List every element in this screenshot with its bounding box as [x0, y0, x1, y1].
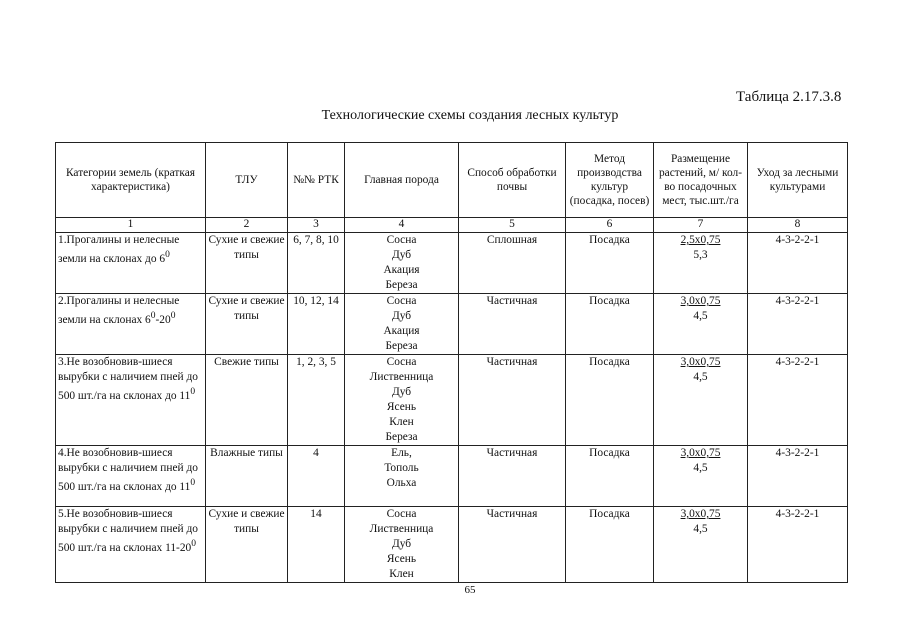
care-text: 4-3-2-2-1 [775, 295, 820, 307]
method-cell [566, 446, 654, 507]
tlu-cell [206, 355, 288, 446]
species-item: Дуб [391, 538, 412, 550]
category-superscript: 0 [150, 311, 156, 321]
tlu-cell [206, 233, 288, 294]
method-text: Посадка [589, 234, 630, 246]
soil-text: Частичная [486, 447, 538, 459]
species-cell [345, 355, 459, 446]
tlu-cell [206, 446, 288, 507]
placement-count: 4,5 [693, 523, 708, 535]
species-item: Лиственница [369, 371, 434, 383]
header-rtk: №№ РТК [288, 143, 345, 218]
tlu-text: Сухие и свежие типы [208, 295, 285, 322]
care-text: 4-3-2-2-1 [775, 447, 820, 459]
header-row [56, 143, 848, 218]
header-tlu: ТЛУ [206, 143, 288, 218]
species-item: Сосна [386, 356, 417, 368]
category-text: 5.Не возобновив-шиеся вырубки с наличием пней до 500 шт./га на склонах 11-20 [58, 508, 198, 554]
page-number: 65 [464, 584, 476, 596]
rtk-cell [288, 233, 345, 294]
rtk-cell [288, 294, 345, 355]
soil-text: Сплошная [486, 234, 538, 246]
category-text: 1.Прогалины и нелесные земли на склонах до 6 [58, 234, 180, 265]
species-cell [345, 446, 459, 507]
species-cell [345, 294, 459, 355]
soil-cell [459, 294, 566, 355]
soil-cell [459, 355, 566, 446]
tlu-text: Сухие и свежие типы [208, 508, 285, 535]
species-item: Клен [389, 568, 414, 580]
soil-cell [459, 446, 566, 507]
placement-count: 5,3 [693, 249, 708, 261]
rtk-cell [288, 446, 345, 507]
category-text: 3.Не возобновив-шиеся вырубки с наличием пней до 500 шт./га на склонах до 11 [58, 356, 198, 402]
method-cell [566, 355, 654, 446]
rtk-text: 10, 12, 14 [293, 295, 339, 307]
header-care: Уход за лесными культурами [748, 143, 848, 218]
placement-spacing: 3,0х0,75 [680, 508, 721, 520]
species-item: Сосна [386, 508, 417, 520]
soil-cell [459, 507, 566, 583]
method-cell [566, 233, 654, 294]
soil-text: Частичная [486, 356, 538, 368]
header-method: Метод производства культур (посадка, посев) [566, 143, 654, 218]
method-text: Посадка [589, 356, 630, 368]
tlu-cell [206, 507, 288, 583]
category-cell [56, 233, 206, 294]
species-item: Ольха [386, 477, 417, 489]
care-text: 4-3-2-2-1 [775, 508, 820, 520]
species-item: Ясень [386, 401, 417, 413]
category-tail: -20 [155, 313, 171, 326]
category-cell [56, 507, 206, 583]
column-number: 2 [206, 218, 288, 233]
category-superscript: 0 [190, 478, 196, 488]
table-row [56, 233, 848, 294]
tlu-text: Свежие типы [214, 356, 279, 368]
placement-count: 4,5 [693, 310, 708, 322]
category-text: 2.Прогалины и нелесные земли на склонах 6 [58, 295, 180, 326]
species-item: Сосна [386, 295, 417, 307]
header-soil: Способ обработки почвы [459, 143, 566, 218]
placement-spacing: 3,0х0,75 [680, 295, 721, 307]
species-item: Акация [383, 264, 420, 276]
tlu-text: Сухие и свежие типы [208, 234, 285, 261]
placement-cell [654, 233, 748, 294]
column-number: 1 [56, 218, 206, 233]
category-superscript: 0 [165, 250, 170, 260]
species-item: Береза [385, 431, 418, 443]
care-text: 4-3-2-2-1 [775, 234, 820, 246]
care-cell [748, 233, 848, 294]
method-text: Посадка [589, 508, 630, 520]
column-number: 4 [345, 218, 459, 233]
table-row [56, 446, 848, 507]
species-item: Береза [385, 340, 418, 352]
category-superscript: 0 [191, 539, 196, 549]
species-item: Акация [383, 325, 420, 337]
rtk-text: 6, 7, 8, 10 [293, 234, 339, 246]
rtk-cell [288, 507, 345, 583]
category-cell [56, 446, 206, 507]
care-cell [748, 355, 848, 446]
table-label: Таблица 2.17.3.8 [736, 89, 842, 105]
species-item: Береза [385, 279, 418, 291]
soil-cell [459, 233, 566, 294]
table-title: Технологические схемы создания лесных культур [321, 108, 619, 123]
column-number-row [56, 218, 848, 233]
method-text: Посадка [589, 447, 630, 459]
tlu-text: Влажные типы [210, 447, 283, 459]
rtk-text: 4 [313, 447, 319, 459]
species-item: Лиственница [369, 523, 434, 535]
category-superscript: 0 [170, 311, 176, 321]
species-item: Ясень [386, 553, 417, 565]
table-row [56, 507, 848, 583]
species-item: Ель, [391, 447, 412, 459]
column-number: 3 [288, 218, 345, 233]
species-item: Сосна [386, 234, 417, 246]
species-cell [345, 507, 459, 583]
method-cell [566, 507, 654, 583]
placement-spacing: 2,5х0,75 [680, 234, 721, 246]
tlu-cell [206, 294, 288, 355]
category-cell [56, 355, 206, 446]
species-cell [345, 233, 459, 294]
care-cell [748, 294, 848, 355]
species-item: Тополь [384, 462, 419, 474]
care-cell [748, 507, 848, 583]
care-text: 4-3-2-2-1 [775, 356, 820, 368]
placement-spacing: 3,0х0,75 [680, 447, 721, 459]
method-text: Посадка [589, 295, 630, 307]
soil-text: Частичная [486, 295, 538, 307]
table-row [56, 355, 848, 446]
placement-count: 4,5 [693, 462, 708, 474]
column-number: 7 [654, 218, 748, 233]
rtk-text: 14 [310, 508, 322, 520]
placement-cell [654, 294, 748, 355]
header-species: Главная порода [345, 143, 459, 218]
placement-count: 4,5 [693, 371, 708, 383]
species-item: Дуб [391, 249, 412, 261]
rtk-cell [288, 355, 345, 446]
header-category: Категории земель (краткая характеристика) [56, 143, 206, 218]
column-number: 5 [459, 218, 566, 233]
column-number: 8 [748, 218, 848, 233]
category-text: 4.Не возобновив-шиеся вырубки с наличием пней до 500 шт./га на склонах до 11 [58, 447, 198, 493]
header-placement: Размещение растений, м/ кол-во посадочных мест, тыс.шт./га [654, 143, 748, 218]
placement-cell [654, 355, 748, 446]
placement-cell [654, 446, 748, 507]
forest-culture-table [55, 142, 848, 583]
species-item: Дуб [391, 310, 412, 322]
table-row [56, 294, 848, 355]
column-number: 6 [566, 218, 654, 233]
category-superscript: 0 [190, 387, 196, 397]
category-cell [56, 294, 206, 355]
method-cell [566, 294, 654, 355]
soil-text: Частичная [486, 508, 538, 520]
placement-cell [654, 507, 748, 583]
species-item: Дуб [391, 386, 412, 398]
rtk-text: 1, 2, 3, 5 [296, 356, 336, 368]
species-item: Клен [389, 416, 414, 428]
placement-spacing: 3,0х0,75 [680, 356, 721, 368]
care-cell [748, 446, 848, 507]
